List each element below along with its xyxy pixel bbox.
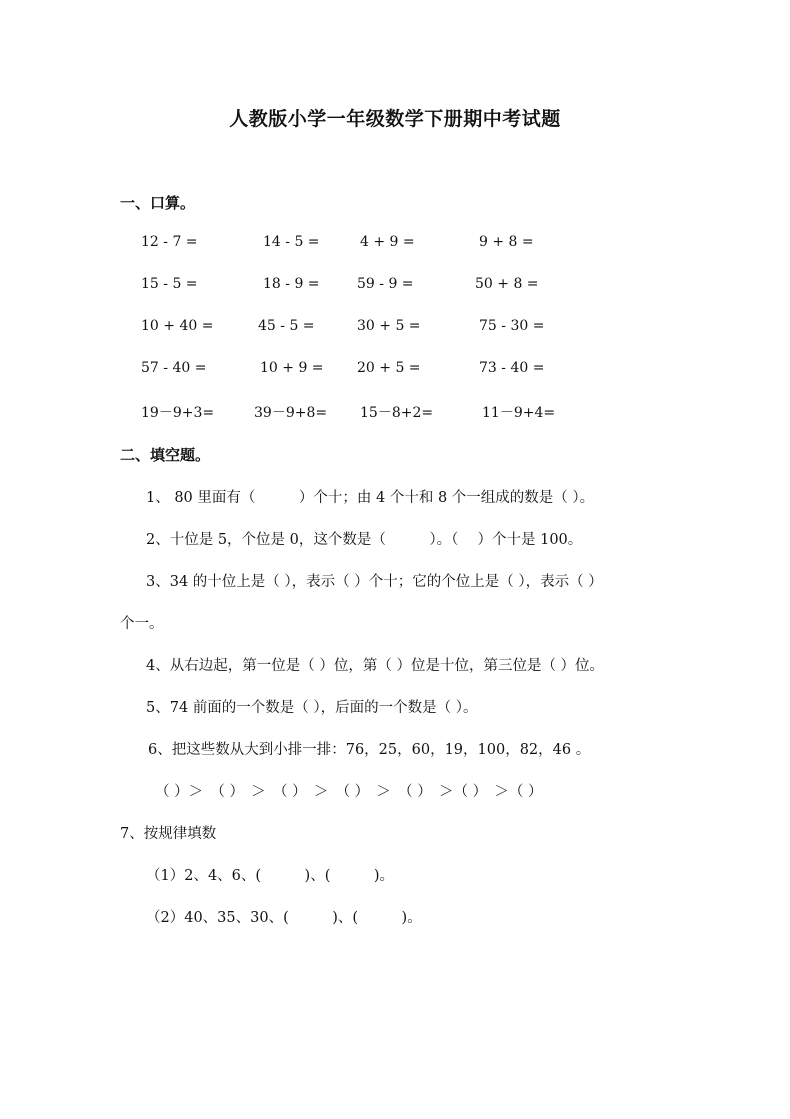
oral-problem: 30 + 5 = (357, 318, 421, 334)
question-3: 3、34 的十位上是（ ），表示（ ）个十；它的个位上是（ ），表示（ ） (146, 574, 603, 590)
oral-problem: 15 - 5 = (141, 276, 198, 292)
question-7-heading: 7、按规律填数 (120, 826, 217, 842)
question-2: 2、十位是 5，个位是 0，这个数是（ ）。（ ）个十是 100。 (146, 532, 583, 548)
oral-problem: 14 - 5 = (263, 234, 320, 250)
oral-problem: 20 + 5 = (357, 360, 421, 376)
oral-row (0, 318, 790, 338)
question-6: 6、把这些数从大到小排一排：76，25，60，19，100，82，46 。 (148, 742, 591, 758)
oral-problem: 15－8+2= (360, 405, 434, 421)
oral-problem: 10 + 40 = (141, 318, 214, 334)
question-7-sub-2: （2）40、35、30、( )、( )。 (146, 910, 422, 926)
oral-problem: 39－9+8= (254, 405, 328, 421)
oral-problem: 50 + 8 = (475, 276, 539, 292)
oral-problem: 19－9+3= (141, 405, 215, 421)
question-6-blanks: （ ）＞ （ ） ＞ （ ） ＞ （ ） ＞ （ ） ＞（ ） ＞（ ） (155, 784, 543, 800)
oral-problem: 4 + 9 = (360, 234, 415, 250)
oral-problem: 12 - 7 = (141, 234, 198, 250)
oral-row (0, 234, 790, 254)
oral-problem: 11－9+4= (482, 405, 556, 421)
oral-row (0, 276, 790, 296)
oral-row (0, 360, 790, 380)
section-fill-heading: 二、填空题。 (120, 446, 211, 464)
oral-problem: 75 - 30 = (479, 318, 545, 334)
oral-problem: 9 + 8 = (479, 234, 534, 250)
oral-problem: 18 - 9 = (263, 276, 320, 292)
oral-problem: 73 - 40 = (479, 360, 545, 376)
section-oral-heading: 一、口算。 (120, 194, 196, 212)
question-3-continued: 个一。 (120, 616, 164, 632)
oral-problem: 45 - 5 = (258, 318, 315, 334)
exam-title: 人教版小学一年级数学下册期中考试题 (229, 108, 561, 130)
question-4: 4、从右边起，第一位是（ ）位，第（ ）位是十位，第三位是（ ）位。 (146, 658, 605, 674)
oral-row (0, 402, 790, 422)
oral-problem: 10 + 9 = (260, 360, 324, 376)
question-7-sub-1: （1）2、4、6、( )、( )。 (146, 868, 395, 884)
question-5: 5、74 前面的一个数是（ ），后面的一个数是（ ）。 (146, 700, 478, 716)
question-1: 1、 80 里面有（ ）个十；由 4 个十和 8 个一组成的数是（ ）。 (146, 490, 595, 506)
oral-problem: 59 - 9 = (357, 276, 414, 292)
oral-problem: 57 - 40 = (141, 360, 207, 376)
